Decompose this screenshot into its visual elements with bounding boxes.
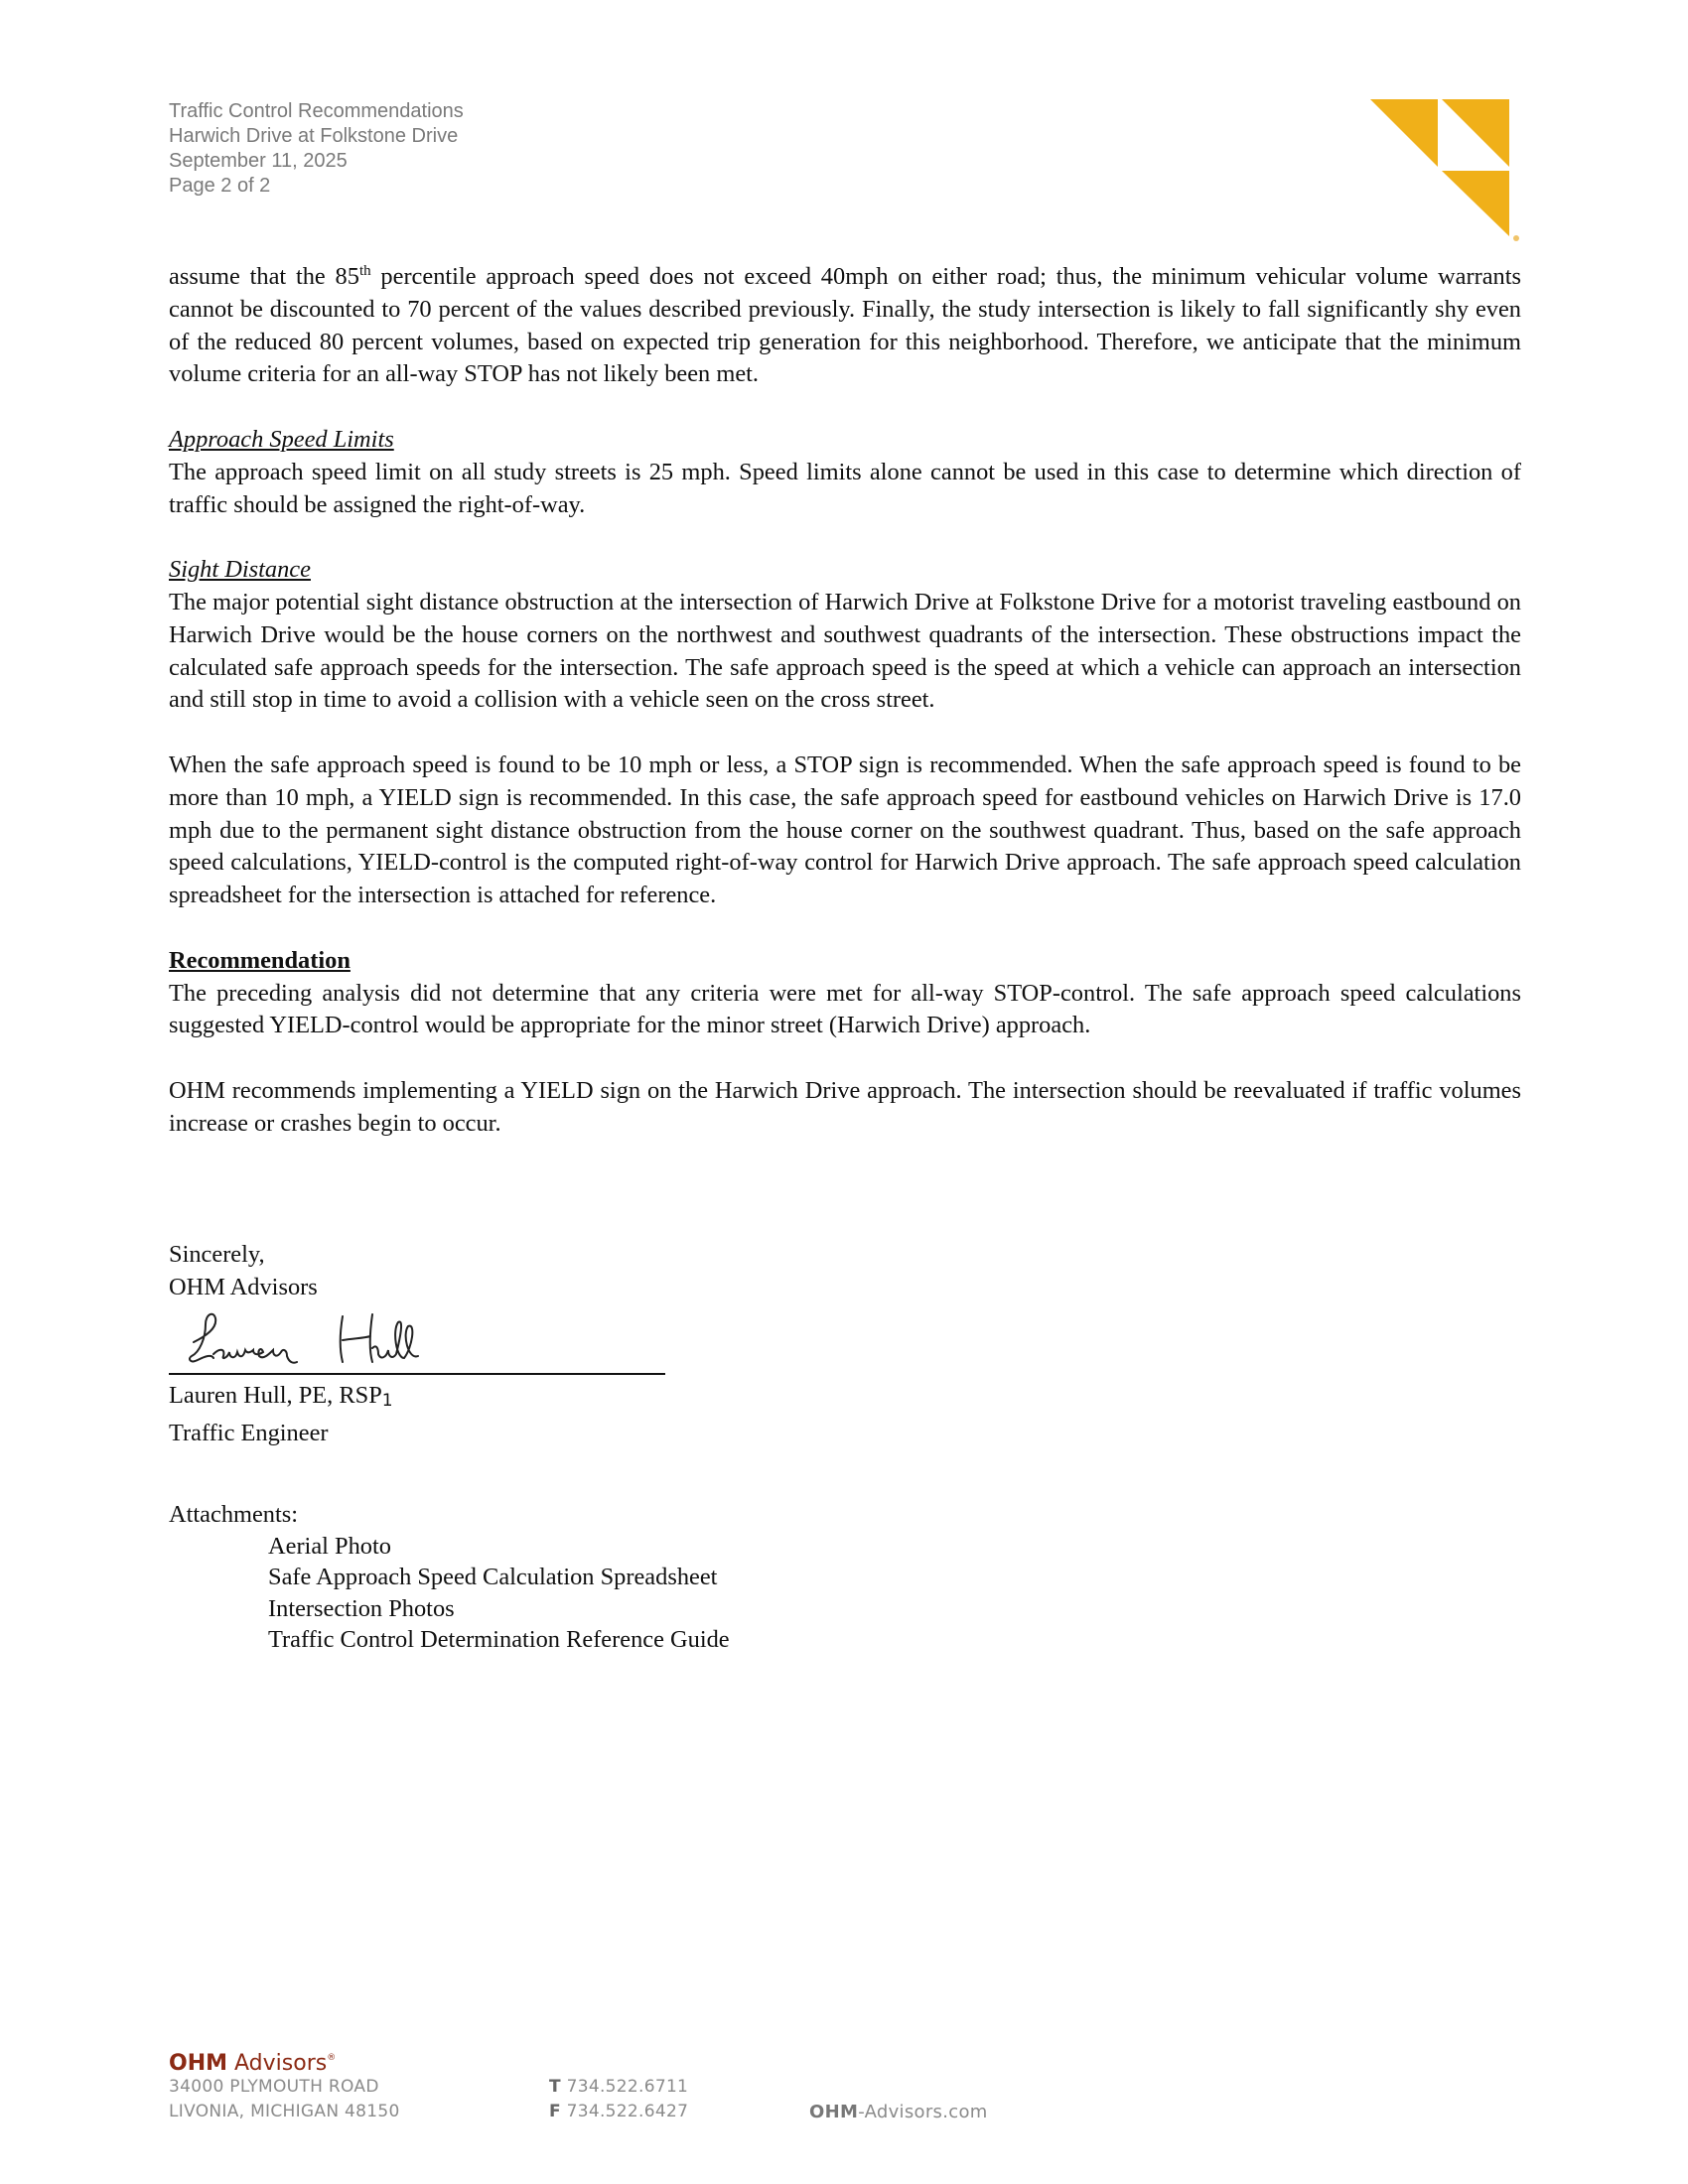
header-date: September 11, 2025 (169, 150, 348, 172)
address-line-2: LIVONIA, MICHIGAN 48150 (169, 2102, 400, 2121)
footer-contact (549, 2075, 688, 2124)
signer-title: Traffic Engineer (169, 1419, 329, 1446)
paragraph-sight-distance: The major potential sight distance obstruction at the intersection of Harwich Drive at Folkstone Drive for a motorist traveling eastbound on Harwich Drive would be the house corners on the northwest and southwest quadrants of the intersection. These obstructions impact the calculated safe approach speeds for the intersection. The safe approach speed is the speed at which a vehicle can approach an intersection and still stop in time to avoid a collision with a vehicle seen on the cross street. (169, 588, 1521, 714)
logo-triangle-top-right (1442, 99, 1509, 167)
attachments-label: Attachments: (169, 1501, 299, 1528)
heading-recommendation: Recommendation (169, 946, 351, 974)
attachment-item: Intersection Photos (268, 1594, 455, 1622)
paragraph-recommendation: The preceding analysis did not determine that any criteria were met for all-way STOP-control. The safe approach speed calculations suggested YIELD-control would be appropriate for the minor street (Harwich Drive) approach. (169, 979, 1521, 1039)
phone-number: T 734.522.6711 (549, 2077, 689, 2097)
fax-number: F 734.522.6427 (549, 2102, 689, 2121)
attachments-list (169, 1531, 730, 1656)
signature-image (184, 1308, 482, 1368)
header-title: Traffic Control Recommendations (169, 100, 464, 122)
attachment-item: Traffic Control Determination Reference Guide (268, 1626, 730, 1653)
attachments-section (169, 1499, 730, 1656)
salutation: Sincerely, (169, 1241, 265, 1268)
signer-block (169, 1380, 393, 1450)
heading-sight-distance: Sight Distance (169, 556, 311, 584)
paragraph-speed-limits: The approach speed limit on all study streets is 25 mph. Speed limits alone cannot be used in this case to determine which direction of traffic should be assigned the right-of-way. (169, 458, 1521, 518)
signer-name: Lauren Hull, PE, $RSP_1$ (169, 1382, 393, 1411)
company-name: OHM Advisors (169, 1273, 318, 1300)
logo-triangle-bottom (1442, 171, 1509, 236)
closing-block (169, 1239, 318, 1304)
footer-brand: OHM Advisors® (169, 2051, 337, 2076)
attachment-item: Aerial Photo (268, 1532, 391, 1560)
header-page-number: Page 2 of 2 (169, 175, 271, 197)
paragraph-ohm-recommends: OHM recommends implementing a YIELD sign on the Harwich Drive approach. The intersection should be reevaluated if traffic volumes increase or crashes begin to occur. (169, 1076, 1521, 1137)
signature-line (169, 1373, 665, 1375)
logo-registered-mark (1513, 235, 1519, 241)
paragraph-safe-approach-speed: When the safe approach speed is found to be 10 mph or less, a STOP sign is recommended. When the safe approach speed is found to be more than 10 mph, a YIELD sign is recommended. In this case, the safe approach speed for eastbound vehicles on Harwich Drive is 17.0 mph due to the permanent sight distance obstruction from the house corner on the southwest quadrant. Thus, based on the safe approach speed calculations, YIELD-control is the computed right-of-way control for Harwich Drive approach. The safe approach speed calculation spreadsheet for the intersection is attached for reference. (169, 751, 1521, 909)
attachment-item: Safe Approach Speed Calculation Spreadsheet (268, 1564, 718, 1590)
page-header (169, 99, 464, 199)
address-line-1: 34000 PLYMOUTH ROAD (169, 2077, 379, 2097)
letter-body (169, 261, 1521, 1141)
heading-approach-speed-limits: Approach Speed Limits (169, 425, 394, 453)
footer-website-link[interactable]: OHM-Advisors.com (809, 2102, 988, 2122)
footer-address (169, 2075, 400, 2124)
ohm-logo-icon (1370, 99, 1529, 243)
logo-triangle-top-left (1370, 99, 1438, 167)
page-footer (169, 2045, 1062, 2122)
paragraph-volume-warrants: assume that the 85th percentile approach speed does not exceed 40mph on either road; thus, the minimum vehicular volume warrants cannot be discounted to 70 percent of the values described previously. Finally, the study intersection is likely to fall significantly shy even of the reduced 80 percent volumes, based on expected trip generation for this neighborhood. Therefore, we anticipate that the minimum volume criteria for an all-way STOP has not likely been met. (169, 263, 1522, 388)
header-location: Harwich Drive at Folkstone Drive (169, 125, 459, 147)
